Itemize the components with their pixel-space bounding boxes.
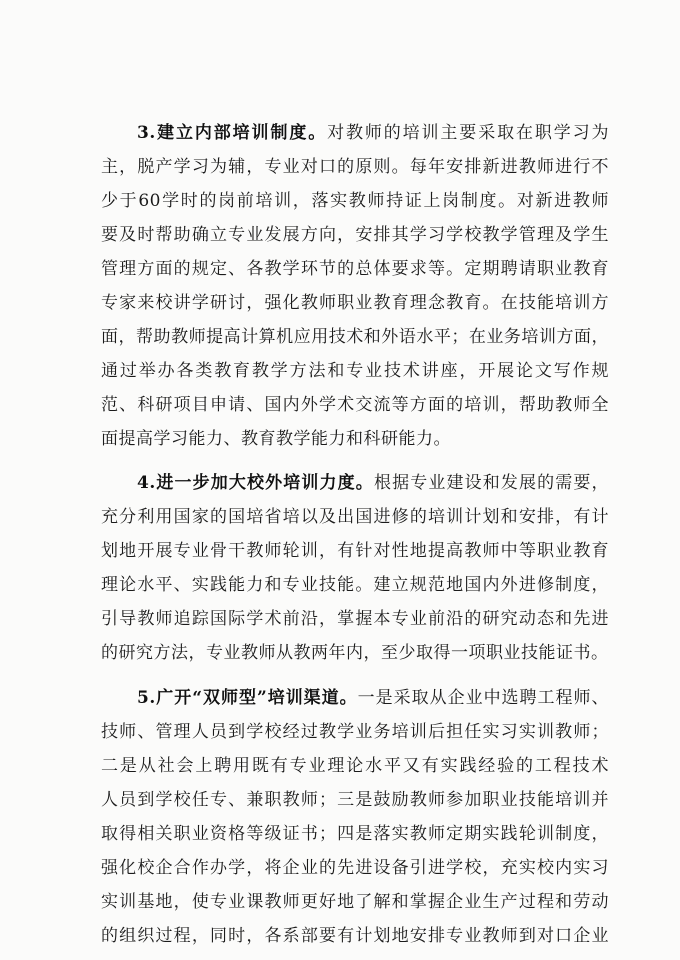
paragraph-3-heading: 3.建立内部培训制度。 [137,123,328,143]
paragraph-4-text: 根据专业建设和发展的需要， [373,473,609,493]
paragraph-5-heading: 5.广开“双师型”培训渠道。 [137,688,358,708]
paragraph-5-line-2: 技师、管理人员到学校经过教学业务培训后担任实习实训教师； [101,722,609,742]
paragraph-5-line-3: 二是从社会上聘用既有专业理论水平又有实践经验的工程技术 [101,756,609,776]
paragraph-4-line-4: 理论水平、实践能力和专业技能。建立规范地国内外进修制度， [101,575,609,595]
paragraph-3-line-5: 管理方面的规定、各教学环节的总体要求等。定期聘请职业教育 [101,259,609,279]
paragraph-3-line-3: 少于60学时的岗前培训，落实教师持证上岗制度。对新进教师 [101,191,609,211]
paragraph-4-line-1 [137,473,609,493]
paragraph-5-line-5: 取得相关职业资格等级证书；四是落实教师定期实践轮训制度， [101,824,609,844]
paragraph-3-line-1 [137,123,609,143]
paragraph-3-text: 对教师的培训主要采取在职学习为 [327,123,610,143]
paragraph-5-text: 一是采取从企业中选聘工程师、 [357,688,609,708]
paragraph-4-line-6: 的研究方法，专业教师从教两年内，至少取得一项职业技能证书。 [101,643,609,663]
paragraph-4-line-2: 充分利用国家的国培省培以及出国进修的培训计划和安排，有计 [101,507,609,527]
paragraph-3-line-10: 面提高学习能力、教育教学能力和科研能力。 [101,429,451,449]
paragraph-3-line-7: 面，帮助教师提高计算机应用技术和外语水平；在业务培训方面， [101,327,609,347]
paragraph-5-line-6: 强化校企合作办学，将企业的先进设备引进学校，充实校内实习 [101,858,609,878]
paragraph-3-line-4: 要及时帮助确立专业发展方向，安排其学习学校教学管理及学生 [101,225,609,245]
paragraph-5-line-1 [137,688,609,708]
paragraph-4-line-5: 引导教师追踪国际学术前沿，掌握本专业前沿的研究动态和先进 [101,609,609,629]
paragraph-3-line-6: 专家来校讲学研讨，强化教师职业教育理念教育。在技能培训方 [101,293,609,313]
paragraph-3-line-8: 通过举办各类教育教学方法和专业技术讲座，开展论文写作规 [101,361,609,381]
paragraph-3-line-9: 范、科研项目申请、国内外学术交流等方面的培训，帮助教师全 [101,395,609,415]
paragraph-5-line-8: 的组织过程，同时，各系部要有计划地安排专业教师到对口企业 [101,926,609,946]
paragraph-3-line-2: 主，脱产学习为辅，专业对口的原则。每年安排新进教师进行不 [101,157,609,177]
paragraph-5-line-4: 人员到学校任专、兼职教师；三是鼓励教师参加职业技能培训并 [101,790,609,810]
paragraph-4-line-3: 划地开展专业骨干教师轮训，有针对性地提高教师中等职业教育 [101,541,609,561]
paragraph-5-line-7: 实训基地，使专业课教师更好地了解和掌握企业生产过程和劳动 [101,892,609,912]
paragraph-4-heading: 4.进一步加大校外培训力度。 [137,473,374,493]
